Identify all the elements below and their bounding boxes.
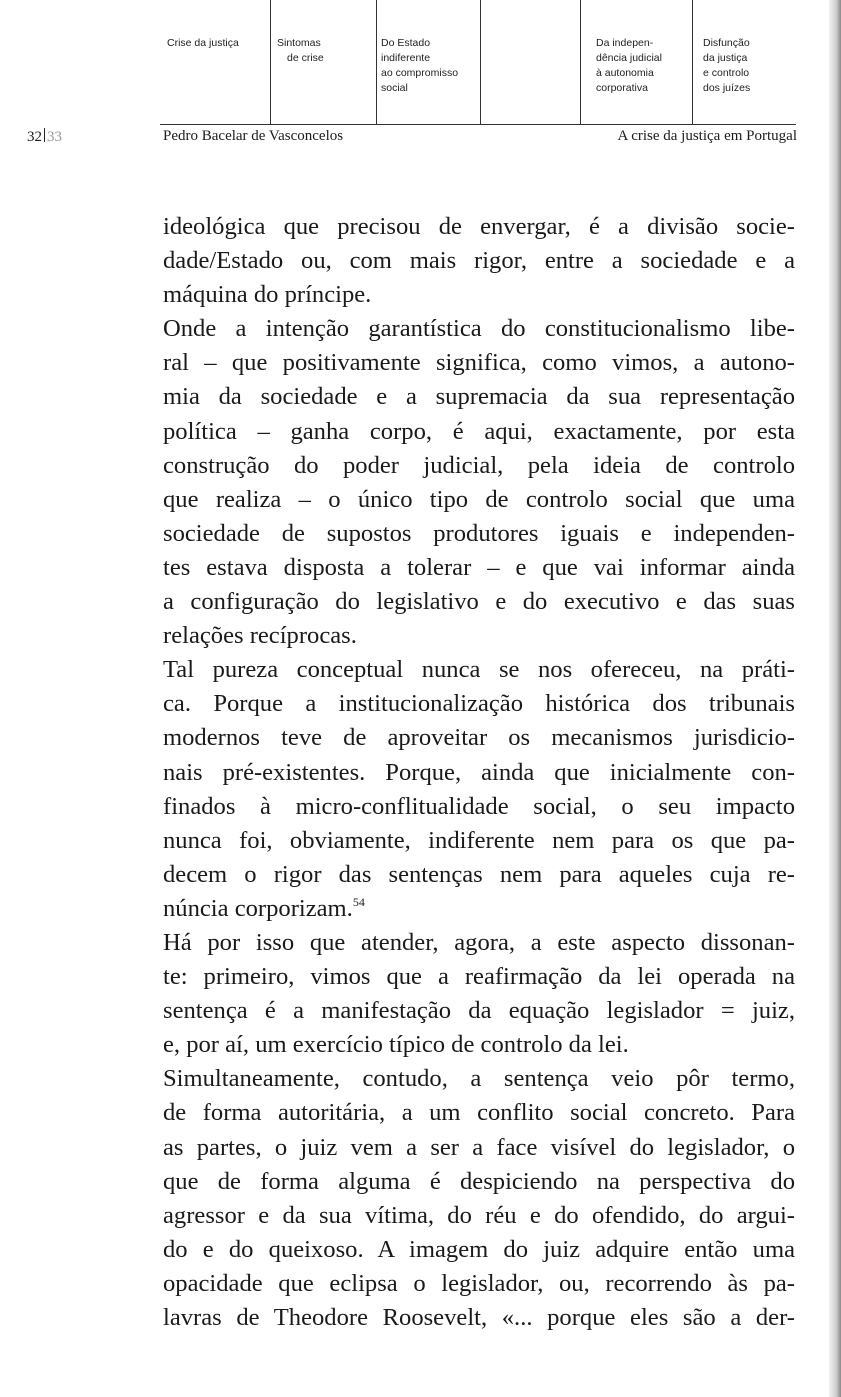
tab-faded[interactable] [481, 0, 581, 124]
text-line: e, por aí, um exercício típico de controlo da lei. [163, 1031, 629, 1059]
text-line: as partes, o juiz vem a ser a face visível do legislador, o [163, 1133, 795, 1161]
tab-label: dência judicial [596, 52, 662, 64]
text-line: ca. Porque a institucionalização histórica dos tribunais [163, 690, 795, 718]
tab-label: da justiça [703, 52, 748, 64]
tab-label: ao compromisso [381, 67, 459, 79]
text-line: lavras de Theodore Roosevelt, «... porque eles são a der- [163, 1304, 795, 1331]
text-line: relações recíprocas. [163, 622, 357, 650]
chapter-navigation [160, 0, 796, 125]
page-edge [829, 0, 841, 1397]
text-line: Onde a intenção garantística do constitucionalismo libe- [163, 315, 795, 343]
text-line: máquina do príncipe. [163, 281, 372, 309]
tab-label [487, 66, 580, 81]
text-line: política – ganha corpo, é aqui, exactamente, por esta [163, 417, 795, 445]
running-header [0, 128, 841, 158]
page-number-divider [44, 128, 45, 142]
text-line: agressor e da sua vítima, do réu e do ofendido, do argui- [163, 1201, 795, 1229]
text-line: a configuração do legislativo e do executivo e das suas [163, 588, 795, 616]
tab-label: Crise da justiça [167, 37, 239, 49]
text-line: que de forma alguma é despiciendo na perspectiva do [163, 1167, 795, 1195]
page-number-facing: 33 [47, 129, 62, 145]
text-line: ideológica que precisou de envergar, é a divisão socie- [163, 213, 795, 240]
text-line: construção do poder judicial, pela ideia de controlo [163, 451, 795, 479]
tab-label: e controlo [703, 67, 750, 79]
text-line: te: primeiro, vimos que a reafirmação da lei operada na [163, 963, 795, 991]
text-line: Simultaneamente, contudo, a sentença veio pôr termo, [163, 1065, 795, 1093]
tab-label: à autonomia [596, 67, 654, 79]
tab-disfuncao-da-justica[interactable] [693, 0, 796, 124]
text-line: tes estava disposta a tolerar – e que vai informar ainda [163, 553, 795, 581]
text-line-with-footnote [163, 892, 795, 926]
book-title: A crise da justiça em Portugal [617, 128, 797, 144]
text-line: de forma autoritária, a um conflito social concreto. Para [163, 1099, 795, 1127]
text-line: opacidade que eclipsa o legislador, ou, recorrendo às pa- [163, 1269, 795, 1297]
text-line: decem o rigor das sentenças nem para aqueles cuja re- [163, 860, 795, 888]
text-line: nunca foi, obviamente, indiferente nem para os que pa- [163, 826, 795, 854]
text-fragment: núncia corporizam. [163, 894, 353, 922]
page-numbers [27, 128, 62, 146]
text-line: dade/Estado ou, com mais rigor, entre a sociedade e a [163, 247, 795, 275]
author-name: Pedro Bacelar de Vasconcelos [163, 128, 344, 144]
tab-label: Disfunção [703, 37, 750, 49]
text-line: mia da sociedade e a supremacia da sua representação [163, 383, 795, 411]
text-line: nais pré-existentes. Porque, ainda que inicialmente con- [163, 758, 795, 786]
text-line: modernos teve de aproveitar os mecanismos jurisdicio- [163, 724, 795, 752]
text-line: sentença é a manifestação da equação legislador = juiz, [163, 997, 795, 1025]
tab-label [487, 36, 580, 51]
text-line: que realiza – o único tipo de controlo social que uma [163, 485, 795, 513]
text-line: sociedade de supostos produtores iguais e independen- [163, 519, 795, 547]
page-number-current: 32 [27, 129, 42, 145]
tab-label: Da indepen- [596, 37, 654, 49]
tab-label: corporativa [596, 82, 648, 94]
tab-label [487, 51, 580, 66]
tab-label: Sintomas [277, 37, 321, 49]
text-line: Há por isso que atender, agora, a este aspecto dissonan- [163, 928, 795, 956]
footnote-ref[interactable]: 54 [352, 894, 365, 909]
tab-da-independencia-judicial[interactable] [581, 0, 693, 124]
text-line: Tal pureza conceptual nunca se nos ofereceu, na práti- [163, 656, 795, 684]
tab-label: dos juízes [703, 82, 751, 94]
text-line: do e do queixoso. A imagem do juiz adquire então uma [163, 1235, 795, 1263]
tab-label: indiferente [381, 52, 431, 64]
tab-label: de crise [287, 52, 324, 64]
tab-crise-da-justica[interactable] [160, 0, 271, 124]
body-text [163, 210, 795, 1335]
tab-do-estado-indiferente[interactable] [377, 0, 481, 124]
tab-label: Do Estado [381, 37, 431, 49]
tab-label: social [381, 82, 408, 94]
text-line: finados à micro-conflitualidade social, o seu impacto [163, 792, 795, 820]
tab-sintomas-de-crise[interactable] [271, 0, 377, 124]
text-line: ral – que positivamente significa, como vimos, a autono- [163, 349, 795, 377]
